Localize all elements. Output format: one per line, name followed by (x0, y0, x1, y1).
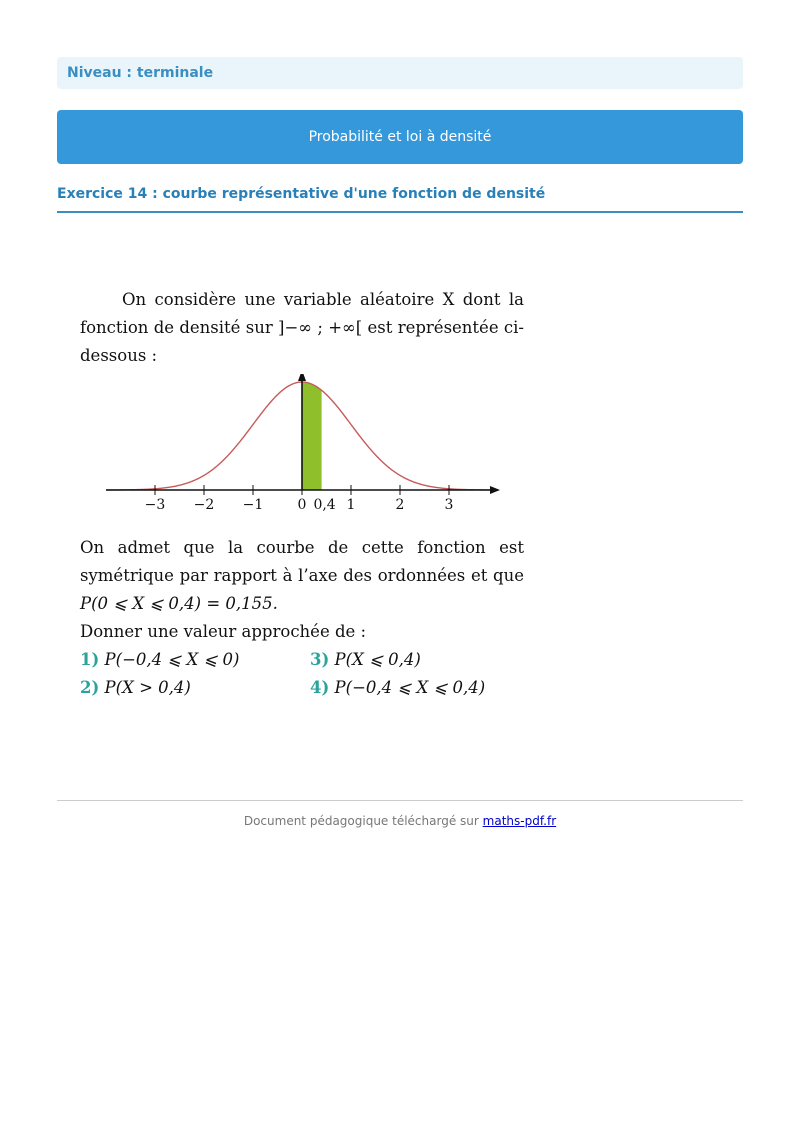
question-list (80, 646, 524, 702)
question-number: 1) (80, 650, 100, 669)
chapter-banner (57, 110, 743, 164)
x-tick-label: 1 (346, 497, 356, 513)
question-text: P(X ⩽ 0,4) (334, 650, 421, 669)
question-text: P(−0,4 ⩽ X ⩽ 0,4) (334, 678, 486, 697)
question-text: P(X > 0,4) (104, 678, 191, 697)
x-tick-label: 0 (297, 497, 307, 513)
question-1 (80, 646, 310, 674)
exercise-title: Exercice 14 : courbe représentative d'une fonction de densité (57, 186, 743, 213)
question-number: 2) (80, 678, 100, 697)
x-tick-label: 2 (395, 497, 405, 513)
shaded-area (302, 382, 322, 490)
x-tick-label: −1 (242, 497, 264, 513)
y-axis-arrow-icon (298, 374, 306, 381)
question-number: 4) (310, 678, 330, 697)
level-banner (57, 57, 743, 89)
question-4 (310, 674, 524, 702)
given-probability: P(0 ⩽ X ⩽ 0,4) = 0,155. (80, 594, 278, 613)
question-text: P(−0,4 ⩽ X ⩽ 0) (104, 650, 240, 669)
footer-divider (57, 800, 743, 801)
density-chart (80, 374, 524, 534)
chapter-title: Probabilité et loi à densité (308, 129, 492, 145)
x-tick-label: −3 (144, 497, 166, 513)
exercise-intro: On considère une variable aléatoire X dont la fonction de densité sur ]−∞ ; +∞[ est représentée ci-dessous : (80, 290, 524, 365)
level-label: Niveau : terminale (67, 65, 214, 81)
question-3 (310, 646, 524, 674)
x-axis-arrow-icon (490, 486, 500, 494)
exercise-content (80, 286, 524, 702)
x-tick-label: −2 (193, 497, 215, 513)
question-number: 3) (310, 650, 330, 669)
question-2 (80, 674, 310, 702)
x-extra-label: 0,4 (313, 497, 336, 513)
exercise-ask: Donner une valeur approchée de : (80, 622, 367, 641)
exercise-admit (80, 534, 524, 618)
x-tick-label: 3 (444, 497, 454, 513)
admit-text: On admet que la courbe de cette fonction est symétrique par rapport à l’axe des ordonnées et que (80, 538, 524, 585)
footer-text: Document pédagogique téléchargé sur (243, 814, 479, 828)
footer (57, 814, 743, 828)
footer-link[interactable]: maths-pdf.fr (482, 814, 557, 828)
